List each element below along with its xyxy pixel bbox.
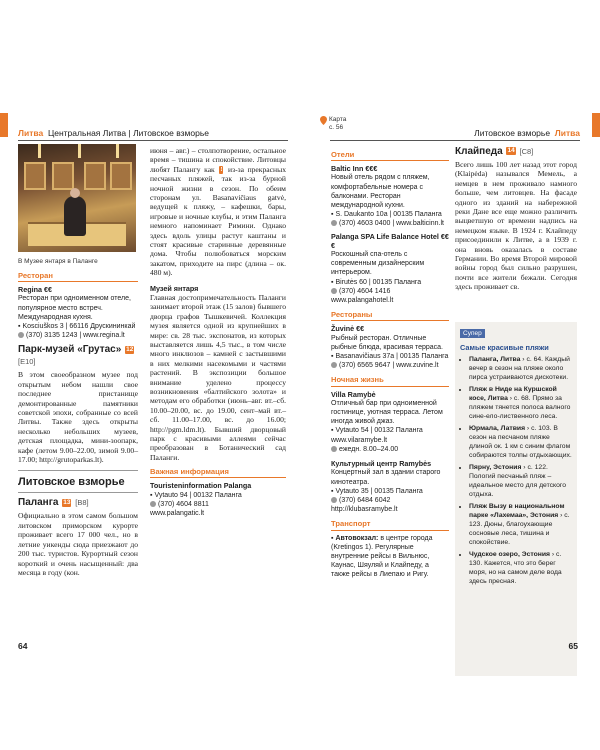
best-beaches-box: [455, 322, 577, 676]
map-ref-badge: 12: [126, 345, 134, 353]
hotel-desc: Роскошный спа-отель с современным дизайнерским интерьером.: [331, 251, 425, 277]
venue-phone: (370) 6484 6042: [331, 496, 449, 505]
info-address: ▪ Vytauto 94 | 00132 Паланга: [150, 491, 242, 499]
venue-name: Villa Ramybė: [331, 389, 376, 399]
clock-icon: [331, 446, 337, 452]
running-header-left: [18, 126, 288, 141]
list-item: • Юрмала, Латвия › с. 103. В сезон на песчаном пляже длиной ок. 1 км с синим флагом собираются толпы отдыхающих.: [469, 424, 572, 460]
klaipeda-title: Клайпеда 14 [C8]: [455, 146, 534, 157]
restaurant-address: ▪ Kosciuškos 3 | 66116 Друскининкай: [18, 323, 136, 331]
hotel-phone: (370) 4604 1416: [331, 287, 449, 296]
amber-museum-photo: [18, 144, 136, 252]
restaurants-heading: Рестораны: [331, 310, 449, 321]
list-item: • Пярну, Эстония › с. 122. Пологий песчаный пляж – идеальное место для детского отдыха.: [469, 463, 572, 499]
restaurant-link[interactable]: www.zuvine.lt: [396, 362, 439, 370]
header-section: Литва: [554, 128, 580, 138]
page-number-right: 65: [568, 641, 578, 651]
header-text: Литовское взморье: [474, 128, 551, 138]
hotel-name: Palanga SPA Life Balance Hotel €€€: [331, 231, 449, 250]
header-text: Центральная Литва | Литовское взморье: [47, 128, 209, 138]
venue-link[interactable]: www.vilaramybe.lt: [331, 436, 388, 444]
park-title: Парк-музей «Грутас» 12 [E10]: [18, 344, 134, 367]
palanga-text: Официально в этом самом большом литовском приморском курорте проживает всего 17 000 чел., но в летние уикенды сюда приезжают до 200 тыс. туристов. Курортный сезон короткий и очень насыщенный: два месяца в году (кон.: [18, 511, 138, 577]
info-web: [150, 509, 286, 518]
phone-icon: [331, 220, 337, 226]
museum-link[interactable]: http://pgm.ldm.lt: [150, 424, 202, 434]
restaurant-name: Žuvinė €€: [331, 324, 365, 334]
phone-icon: [150, 501, 156, 507]
page-number-left: 64: [18, 641, 28, 651]
highlight-badge: !: [220, 166, 223, 174]
restaurant-heading: Ресторан: [18, 271, 138, 282]
phone-icon: [18, 332, 24, 338]
restaurant-contact: (370) 3135 1243 | www.regina.lt: [18, 331, 138, 340]
info-link[interactable]: www.palangatic.lt: [150, 510, 205, 518]
right-column-2: [455, 146, 577, 292]
section-tab-left: [0, 113, 8, 137]
restaurant-link[interactable]: www.regina.lt: [83, 332, 125, 340]
section-heading: Литовское взморье: [18, 470, 138, 493]
left-column-1: [18, 258, 138, 577]
transport-heading: Транспорт: [331, 519, 449, 530]
klaipeda-text: Всего лишь 100 лет назад этот город (Klaipėda) назывался Мемель, а немцев в нем проживало намного больше, чем литовцев. На фасаде одного из зданий на набережной реки Дане все еще можно различить выцветшую от времени надпись на немецком языке. В 1924 г. Клайпеду присоединили к Литве, а в 1939 г. она вновь оказалась в составе Германии. Во время Второй мировой войны город был сильно разрушен, почти все жители бежали. Сегодня здесь проживает св.: [455, 160, 577, 292]
venue-web: [331, 436, 449, 445]
restaurant-address: ▪ Basanavičiaus 37a | 00135 Паланга: [331, 353, 449, 361]
restaurant-name: Regina €€: [18, 285, 52, 295]
phone-icon: [331, 288, 337, 294]
hotel-link[interactable]: www.balticinn.lt: [396, 220, 444, 228]
box-tag: Cупер: [460, 329, 485, 338]
venue-link[interactable]: http://klubasramybe.lt: [331, 506, 398, 514]
lamp-shape: [38, 144, 41, 158]
park-link[interactable]: http://grutoparkas.lt: [39, 455, 100, 465]
nightlife-heading: Ночная жизнь: [331, 375, 449, 386]
map-ref-badge: 13: [63, 498, 71, 506]
transport-text: ▪ Автовокзал: в центре города (Kretingos 1). Регулярные внутренние рейсы в Вильнюс, Каунас, Шяуляй и Клайпеду, а также рейсы в Лиепаю и Ригу.: [331, 534, 433, 579]
info-name: Touristeninformation Palanga: [150, 481, 252, 491]
section-tab-right: [592, 113, 600, 137]
restaurant-contact: (370) 6565 9647 | www.zuvine.lt: [331, 361, 449, 370]
museum-text: Главная достопримечательность Паланги занимает второй этаж (15 залов) бывшего дворца графов Тышкевичей. Коллекция музея является одной из крупнейших в мире: св. 28 тыс. экспонатов, из которых выставляется лишь 4,5 тыс., в том числе много инклюзов – камней с застывшими в них мелкими насекомыми и частями растений. В экспозиции большое внимание уделено процессу возникновения «балтийского золота» и методам его обработки (июнь–авг. вт.–сб. 10.00–20.00, вс. до 19.00, сент–май вт.–сб. 11.00–17.00, вс. до 16.00; http://pgm.ldm.lt). Бывший дворцовый парк с красивыми аллеями сейчас преобразован в Ботанический сад Паланги.: [150, 292, 286, 462]
lamp-shape: [116, 144, 119, 158]
palanga-text-cont: июня – авг.) – столпотворение, остальное время – тишина и спокойствие. Литовцы любят Палангу как ! из-за прекрасных песчаных пляжей, так из-за бурной ночной жизни в сезон. По обеим сторонам ул. Basanavičiaus gatvė, ведущей к пляжу, – кафешки, бары, игровые и ночные клубы, и этим Паланга немного напоминает Римини. Однако здесь вдоль улицы растут каштаны и стоят красивые старинные деревянные дома. Чтобы полюбоваться морским закатом, приходите на пирс (длина – ок. 480 м).: [150, 146, 286, 278]
hotels-heading: Отели: [331, 150, 449, 161]
venue-web: [331, 505, 449, 514]
hotel-link[interactable]: www.palangahotel.lt: [331, 297, 394, 305]
map-reference: Карта с. 56: [320, 116, 346, 131]
list-item: • Пляж в Ниде на Куршской косе, Литва › с. 68. Прямо за пляжем тянется полоса валного сине-ело-лиственного леса.: [469, 385, 572, 421]
photo-caption: В Музее янтаря в Паланге: [18, 258, 98, 265]
list-item: • Паланга, Литва › с. 64. Каждый вечер в сезон на пляже около пирса устраиваются дискотеки.: [469, 355, 572, 382]
venue-address: ▪ Vytauto 54 | 00132 Паланга: [331, 427, 423, 435]
restaurant-desc: Ресторан при одноименном отеле, популярное место встреч. Международная кухня.: [18, 295, 131, 321]
box-title: Самые красивые пляжи: [460, 343, 549, 352]
hotel-web: [331, 296, 449, 305]
hotel-name: Baltic Inn €€€: [331, 164, 378, 174]
info-phone: (370) 4604 8811: [150, 500, 286, 509]
map-pin-icon: [320, 116, 327, 125]
venue-address: ▪ Vytauto 35 | 00135 Паланга: [331, 487, 423, 495]
hotel-address: ▪ Birutės 60 | 00135 Паланга: [331, 278, 422, 286]
header-section: Литва: [18, 128, 44, 138]
venue-desc: Отличный бар при одноименной гостинице, уютная терраса. Летом иногда живой джаз.: [331, 399, 443, 426]
venue-name: Культурный центр Ramybės: [331, 459, 432, 469]
list-item: • Чудское озеро, Эстония › с. 130. Кажется, что это берег моря, но на самом деле вода здесь пресная.: [469, 550, 572, 586]
hotel-address: ▪ S. Daukanto 10a | 00135 Паланга: [331, 211, 442, 219]
venue-desc: Концертный зал в здании старого кинотеатра.: [331, 469, 441, 486]
hotel-desc: Новый отель рядом с пляжем, комфортабельные номера с балконами. Ресторан международной кухни.: [331, 174, 430, 210]
display-case-shape: [110, 162, 132, 190]
right-column-1: [331, 148, 449, 580]
display-case-shape: [24, 162, 46, 190]
lamp-shape: [78, 144, 81, 158]
park-text: В этом своеобразном музее под открытым небом нашли свое последнее пристанище демонтированные памятники советской эпохи, собранные со всей Литвы. Также здесь открыты несколько небольших музеев, детская площадка, мини-зоопарк, кафе (летом 9.00–22.00, зимой 9.00–17.00; http://grutoparkas.lt).: [18, 370, 138, 465]
phone-icon: [331, 362, 337, 368]
restaurant-desc: Рыбный ресторан. Отличные рыбные блюда, красивая терраса.: [331, 334, 443, 351]
display-case-shape: [52, 162, 74, 190]
beach-list: [455, 355, 577, 586]
list-item: • Пляж Вызу в национальном парке «Лахемаа», Эстония › с. 123. Дюны, благоухающие сосновые леса, тишина и спокойствие.: [469, 502, 572, 547]
hotel-contact: (370) 4603 0400 | www.balticinn.lt: [331, 219, 449, 228]
visitor-shape: [64, 196, 86, 236]
map-ref-badge: 14: [507, 147, 515, 155]
museum-title: Музей янтаря: [150, 283, 199, 293]
phone-icon: [331, 497, 337, 503]
left-column-2: [150, 146, 286, 518]
visitor-head-shape: [70, 188, 80, 198]
display-case-shape: [84, 162, 106, 190]
running-header-right: [330, 126, 580, 141]
palanga-title: Паланга 13 [B8]: [18, 497, 89, 509]
info-heading: Важная информация: [150, 467, 286, 478]
venue-hours: ежедн. 8.00–24.00: [331, 445, 449, 454]
